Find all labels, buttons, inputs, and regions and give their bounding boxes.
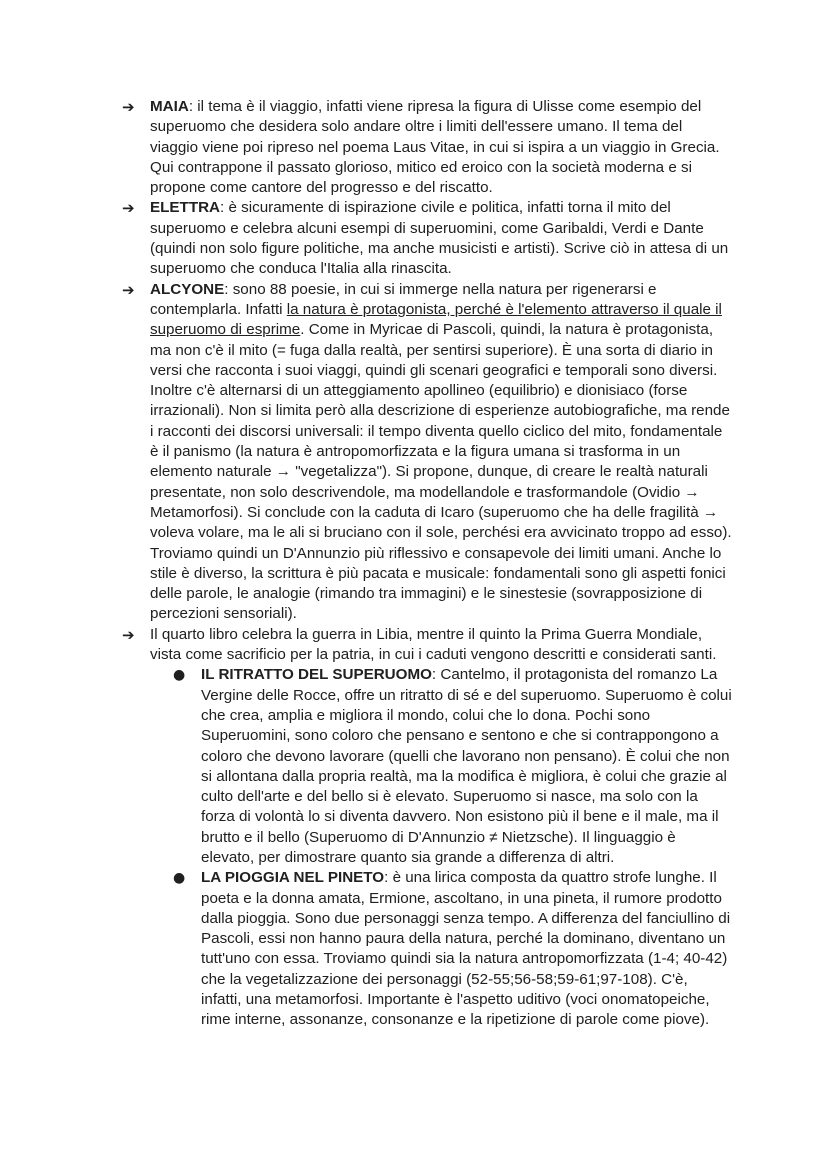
- dot-bullet-icon: ●: [173, 667, 186, 684]
- sub-list: [122, 665, 732, 1030]
- list-item-maia: [122, 97, 732, 198]
- dot-bullet-icon: ●: [173, 870, 186, 887]
- term-ritratto: IL RITRATTO DEL SUPERUOMO: [201, 666, 432, 684]
- arrow-bullet-icon: ➔: [122, 625, 135, 644]
- text-quarto-libro: Il quarto libro celebra la guerra in Libia, mentre il quinto la Prima Guerra Mondiale, vista come sacrificio per la patria, in cui i caduti vengono descritti e considerati santi.: [150, 625, 717, 664]
- term-elettra: ELETTRA: [150, 199, 221, 217]
- text-elettra: : è sicuramente di ispirazione civile e politica, infatti torna il mito del superuomo e celebra alcuni esempi di superuomini, come Garibaldi, Verdi e Dante (quindi non solo figure politiche, ma anche musicisti e artisti). Scrive ciò in attesa di un superuomo che conduca l'Italia alla rinascita.: [150, 199, 729, 278]
- sub-item-pioggia: [122, 868, 732, 1030]
- term-maia: MAIA: [150, 98, 189, 115]
- text-ritratto: : Cantelmo, il protagonista del romanzo La Vergine delle Rocce, offre un ritratto di sé e del superuomo. Superuomo è colui che crea, amplia e migliora il mondo, colui che lo dona. Pochi sono Superuomini, sono coloro che pensano e sentono e che si contrappongono a coloro che devono lavorare (quelli che lavorano non pensano). È colui che non si allontana dalla propria realtà, ma la modifica è migliora, è colui che grazie al culto dell'arte e del bello si è elevato. Superuomo si nasce, ma solo con la forza di volontà lo si diventa davvero. Non esistono più il bene e il male, ma il brutto e il bello (Superuomo di D'Annunzio ≠ Nietzsche). Il linguaggio è elevato, per dimostrare quanto sia grande a differenza di altri.: [201, 666, 732, 866]
- sub-item-ritratto: [122, 665, 732, 868]
- text-alcyone-before: : sono 88 poesie, in cui si immerge nella natura per rigenerarsi e contemplarla. Infatti: [150, 280, 657, 318]
- text-alcyone-after: . Come in Myricae di Pascoli, quindi, la natura è protagonista, ma non c'è il mito (= fuga dalla realtà, per sentirsi superiore). È una sorta di diario in versi che racconta i suoi viaggi, quindi gli scenari geografici e temporali sono diversi. Inoltre c'è alternarsi di un atteggiamento apollineo (equilibrio) e dionisiaco (forse irrazionali). Non si limita però alla descrizione di esperienze autobiografiche, ma rende i racconti dei discorsi universali: il tempo diventa quello ciclico del mito, fondamentale è il panismo (la natura è antropomorfizzata e la figura umana si trasforma in un elemento naturale → "vegetalizza"). Si propone, dunque, di creare le realtà naturali presentate, non solo descrivendole, ma modellandole e trasformandole (Ovidio → Metamorfosi). Si conclude con la caduta di Icaro (superuomo che ha delle fragilità → voleva volare, ma le ali si bruciano con il sole, perchési era avvicinato troppo ad esso). Troviamo quindi un D'Annunzio più riflessivo e consapevole dei limiti umani. Anche lo stile è diverso, la scrittura è più pacata e musicale: fondamentali sono gli aspetti fonici delle parole, le analogie (rimando tra immagini) e le sinestesie (sovrapposizione di percezioni sensoriali).: [150, 321, 732, 623]
- term-alcyone: ALCYONE: [150, 280, 225, 298]
- arrow-bullet-icon: ➔: [122, 199, 135, 218]
- text-pioggia: : è una lirica composta da quattro strofe lunghe. Il poeta e la donna amata, Ermione, ascoltano, in una pineta, il rumore prodotto dalla pioggia. Sono due personaggi senza tempo. A differenza del fanciullino di Pascoli, essi non hanno paura della natura, perché la dominano, diventano un tutt'uno con essa. Troviamo quindi sia la natura antropomorfizzata (1-4; 40-42) che la vegetalizzazione dei personaggi (52-55;56-58;59-61;97-108). C'è, infatti, una metamorfosi. Importante è l'aspetto uditivo (voci onomatopeiche, rime interne, assonanze, consonanze e la ripetizione di parole come piove).: [201, 869, 731, 1029]
- list-item-alcyone: [122, 280, 732, 625]
- arrow-bullet-icon: ➔: [122, 98, 135, 116]
- text-maia: : il tema è il viaggio, infatti viene ripresa la figura di Ulisse come esempio del superuomo che desidera solo andare oltre i limiti dell'essere umano. Il tema del viaggio viene poi ripreso nel poema Laus Vitae, in cui si ispira a un viaggio in Grecia. Qui contrappone il passato glorioso, mitico ed eroico con la società moderna e si propone come cantore del progresso e del riscatto.: [150, 98, 720, 197]
- underlined-phrase: la natura è protagonista, perché è l'elemento attraverso il quale il superuomo di esprime: [150, 300, 722, 339]
- notes-list: [122, 97, 732, 1031]
- list-item-quarto-libro: [122, 625, 732, 666]
- term-pioggia: LA PIOGGIA NEL PINETO: [201, 869, 385, 887]
- arrow-bullet-icon: ➔: [122, 280, 135, 299]
- list-item-elettra: [122, 198, 732, 279]
